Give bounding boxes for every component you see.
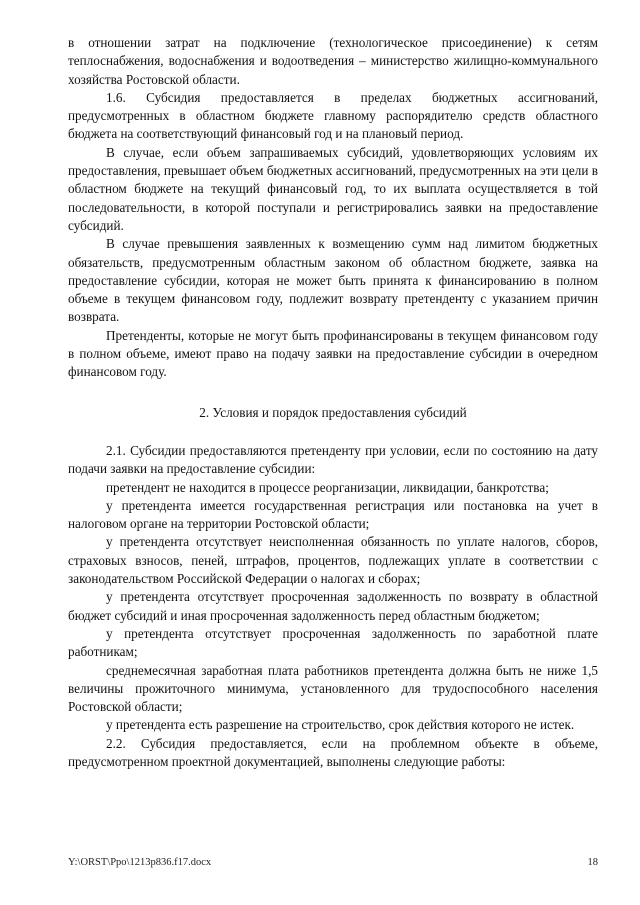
condition-item: у претендента отсутствует неисполненная обязанность по уплате налогов, сборов, страховых взносов, пеней, штрафов, процентов, подлежащих уплате в соответствии с законодательством Российской Федерации о налогах и сборах;	[68, 534, 598, 587]
page-number: 18	[587, 857, 598, 868]
paragraph-1-6: 1.6. Субсидия предоставляется в пределах бюджетных ассигнований, предусмотренных в областном бюджете главному распорядителю средств областного бюджета на соответствующий финансовый год и на плановый период.	[68, 89, 598, 142]
paragraph-2-1: 2.1. Субсидии предоставляются претенденту при условии, если по состоянию на дату подачи заявки на предоставление субсидии:	[68, 442, 598, 477]
condition-item: среднемесячная заработная плата работников претендента должна быть не ниже 1,5 величины прожиточного минимума, установленного для трудоспособного населения Ростовской области;	[68, 662, 598, 715]
document-page	[68, 34, 598, 771]
condition-item: у претендента есть разрешение на строительство, срок действия которого не истек.	[106, 717, 575, 733]
footer-file-path: Y:\ORST\Ppo\1213p836.f17.docx	[68, 857, 212, 868]
condition-item: претендент не находится в процессе реорганизации, ликвидации, банкротства;	[106, 479, 549, 495]
paragraph-continuation: в отношении затрат на подключение (технологическое присоединение) к сетям теплоснабжения, водоснабжения и водоотведения – министерство жилищно-коммунального хозяйства Ростовской области.	[68, 35, 598, 87]
condition-item: у претендента отсутствует просроченная задолженность по возврату в областной бюджет субсидий и иная просроченная задолженность перед областным бюджетом;	[68, 589, 598, 623]
paragraph-excess-requests: В случае, если объем запрашиваемых субсидий, удовлетворяющих условиям их предоставления, превышает объем бюджетных ассигнований, предусмотренных на эти цели в областном бюджете на текущий финансовый год, то их выплата осуществляется в той последовательности, в которой поступали и регистрировались заявки на предоставление субсидий.	[68, 144, 598, 233]
paragraph-applicants-next-year: Претенденты, которые не могут быть профинансированы в текущем финансовом году в полном объеме, имеют право на подачу заявки на предоставление субсидии в очередном финансовом году.	[68, 327, 598, 380]
condition-item: у претендента отсутствует просроченная задолженность по заработной плате работникам;	[68, 625, 598, 660]
condition-item: у претендента имеется государственная регистрация или постановка на учет в налоговом органе на территории Ростовской области;	[68, 497, 598, 532]
page-footer	[68, 857, 598, 868]
paragraph-limit-excess: В случае превышения заявленных к возмещению сумм над лимитом бюджетных обязательств, предусмотренным областным законом об областном бюджете, заявка на предоставление субсидии, которая не может быть принята к финансированию в полном объеме в текущем финансовом году, подлежит возврату претенденту с указанием причин возврата.	[68, 236, 598, 325]
paragraph-2-2: 2.2. Субсидия предоставляется, если на проблемном объекте в объеме, предусмотренном проектной документацией, выполнены следующие работы:	[68, 735, 598, 769]
section-heading: 2. Условия и порядок предоставления субсидий	[199, 404, 467, 420]
